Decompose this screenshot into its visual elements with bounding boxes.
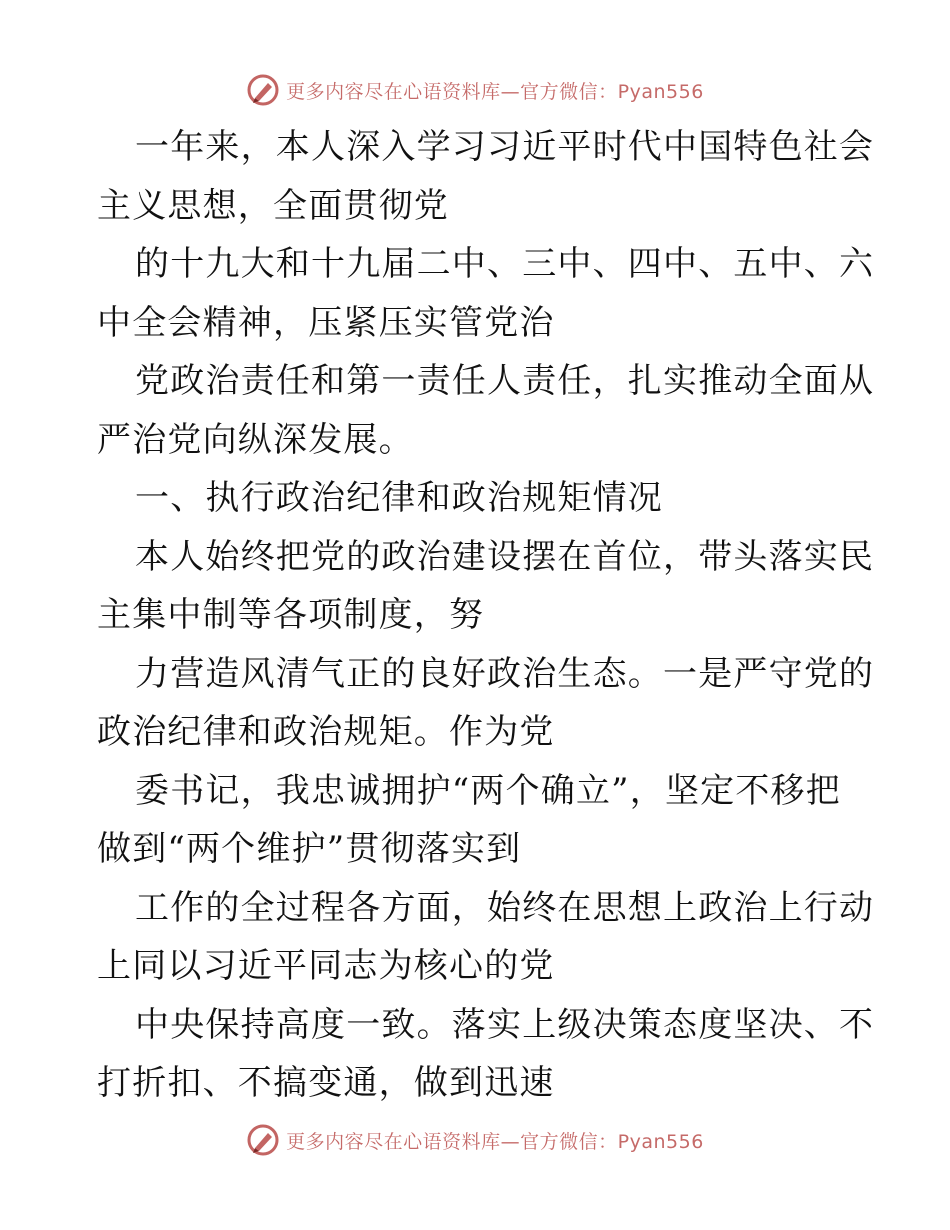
text-line: 的十九大和十九届二中、三中、四中、五中、六 — [135, 244, 875, 284]
document-body — [97, 118, 875, 1113]
pen-logo-icon — [246, 1123, 280, 1157]
text-line: 打折扣、不搞变通，做到迅速 — [97, 1063, 555, 1103]
text-line: 严治党向纵深发展。 — [97, 419, 414, 460]
text-line: 中全会精神，压紧压实管党治 — [97, 302, 555, 343]
text-line: 党政治责任和第一责任人责任，扎实推动全面从 — [135, 361, 875, 401]
text-line: 工作的全过程各方面，始终在思想上政治上行动 — [135, 887, 875, 928]
text-line: 主集中制等各项制度，努 — [97, 595, 485, 635]
footer-watermark — [0, 1120, 950, 1160]
text-line: 本人始终把党的政治建设摆在首位，带头落实民 — [135, 536, 875, 577]
text-line: 中央保持高度一致。落实上级决策态度坚决、不 — [135, 1004, 875, 1045]
text-line: 委书记，我忠诚拥护“两个确立”，坚定不移把 — [135, 770, 841, 811]
watermark-text: 更多内容尽在心语资料库—官方微信：Pyan556 — [286, 80, 704, 103]
text-line: 力营造风清气正的良好政治生态。一是严守党的 — [135, 653, 875, 694]
text-line: 做到“两个维护”贯彻落实到 — [97, 829, 522, 869]
text-line: 政治纪律和政治规矩。作为党 — [97, 712, 555, 752]
pen-logo-icon — [246, 73, 280, 107]
text-line: 一年来，本人深入学习习近平时代中国特色社会 — [135, 127, 875, 167]
text-line: 上同以习近平同志为核心的党 — [97, 946, 555, 986]
section-heading: 一、执行政治纪律和政治规矩情况 — [135, 478, 663, 518]
header-watermark — [0, 70, 950, 110]
text-line: 主义思想，全面贯彻党 — [97, 185, 449, 226]
watermark-text: 更多内容尽在心语资料库—官方微信：Pyan556 — [286, 1130, 704, 1153]
